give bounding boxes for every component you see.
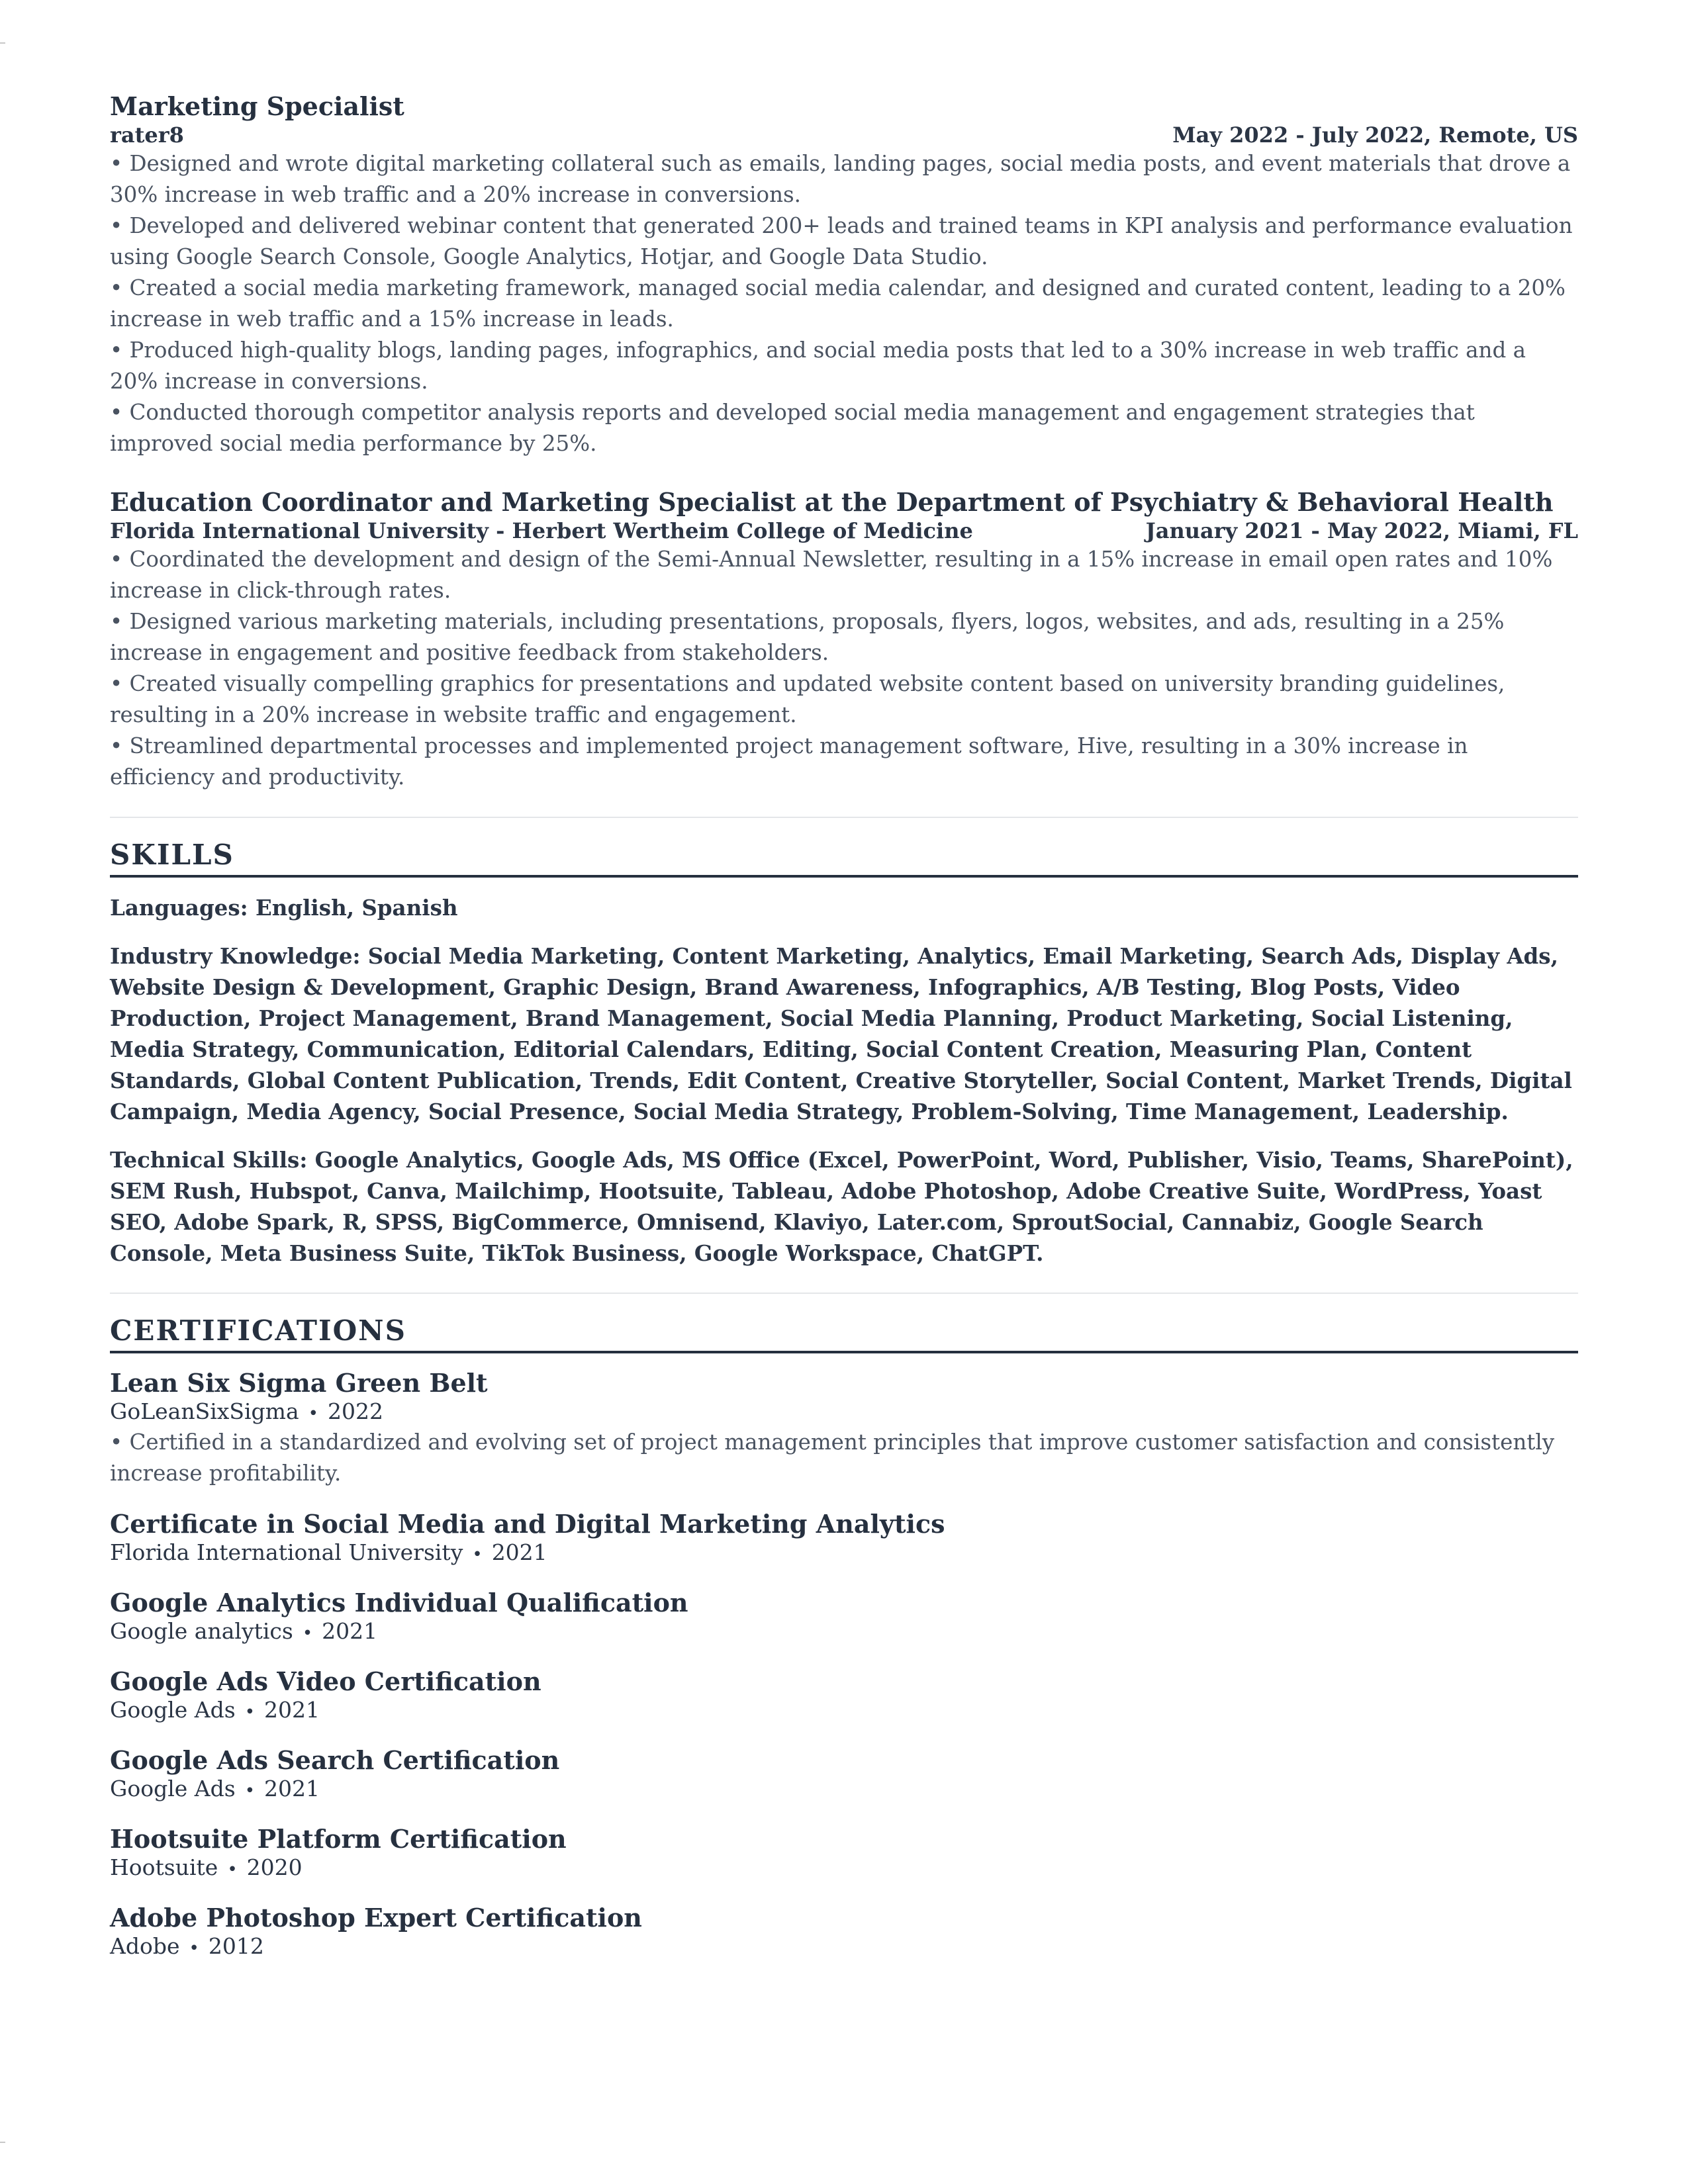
certification-title: Certificate in Social Media and Digital Marketing Analytics [110,1509,945,1539]
certification-title: Google Analytics Individual Qualification [110,1588,688,1617]
certification-issuer-line [110,1398,1578,1427]
separator-dot: • [472,1545,483,1565]
job-dates-location: May 2022 - July 2022, Remote, US [1172,122,1578,148]
certification-entry [110,1368,1578,1489]
certification-issuer-line [110,1618,1578,1647]
certification-year: 2012 [208,1933,264,1959]
skills-section [110,838,1578,1269]
separator-dot: • [189,1938,199,1958]
job-bullet: • Produced high-quality blogs, landing pages, infographics, and social media posts that led to a 30% increase in web traffic and a 20% increase in conversions. [110,338,1526,394]
certification-issuer: Hootsuite [110,1854,218,1880]
job-title: Education Coordinator and Marketing Specialist at the Department of Psychiatry & Behavioral Health [110,487,1554,517]
certification-year: 2021 [264,1776,320,1801]
certification-entry [110,1588,1578,1647]
certification-entry [110,1903,1578,1962]
skills-languages: Languages: English, Spanish [110,895,458,921]
certification-issuer: Google Ads [110,1776,236,1801]
certification-issuer: Google Ads [110,1697,236,1723]
job-bullet: • Coordinated the development and design of the Semi-Annual Newsletter, resulting in a 15% increase in email open rates and 10% increase in click-through rates. [110,547,1553,603]
certification-issuer: Adobe [110,1933,180,1959]
job-bullet: • Conducted thorough competitor analysis reports and developed social media management and engagement strategies that improved social media performance by 25%. [110,400,1475,456]
certification-title: Hootsuite Platform Certification [110,1824,567,1854]
section-divider [110,1293,1578,1294]
certification-issuer: GoLeanSixSigma [110,1398,299,1424]
experience-entry [110,487,1578,793]
certification-issuer: Google analytics [110,1618,293,1644]
certification-title: Lean Six Sigma Green Belt [110,1368,488,1398]
job-subheader [110,518,1578,544]
separator-dot: • [244,1781,256,1801]
skills-industry-knowledge: Industry Knowledge: Social Media Marketing, Content Marketing, Analytics, Email Marketing, Search Ads, Display Ads, Website Design & Development, Graphic Design, Brand Awareness, Infographics, A/B Testing, Blog Posts, Video Production, Project Management, Brand Management, Social Media Planning, Product Marketing, Social Listening, Media Strategy, Communication, Editorial Calendars, Editing, Social Content Creation, Measuring Plan, Content Standards, Global Content Publication, Trends, Edit Content, Creative Storyteller, Social Content, Market Trends, Digital Campaign, Media Agency, Social Presence, Social Media Strategy, Problem-Solving, Time Management, Leadership. [110,943,1572,1124]
job-bullet: • Designed and wrote digital marketing collateral such as emails, landing pages, social media posts, and event materials that drove a 30% increase in web traffic and a 20% increase in conversions. [110,151,1571,207]
separator-dot: • [302,1623,313,1643]
certification-issuer-line [110,1854,1578,1883]
certification-entry [110,1666,1578,1725]
certification-issuer-line [110,1697,1578,1725]
certification-entry [110,1745,1578,1804]
resume-page [110,91,1578,1981]
company-name: Florida International University - Herbert Wertheim College of Medicine [110,518,973,543]
certification-bullet: • Certified in a standardized and evolving set of project management principles that improve customer satisfaction and consistently increase profitability. [110,1430,1555,1486]
certification-year: 2021 [491,1539,547,1565]
section-divider [110,817,1578,818]
job-bullet: • Created visually compelling graphics for presentations and updated website content based on university branding guidelines, resulting in a 20% increase in website traffic and engagement. [110,671,1505,727]
separator-dot: • [227,1860,238,1880]
certification-issuer-line [110,1933,1578,1962]
edge-mark-top [0,42,5,44]
certification-year: 2020 [246,1854,303,1880]
company-name: rater8 [110,122,184,148]
edge-mark-bottom [0,2142,5,2143]
certification-issuer-line [110,1539,1578,1568]
section-heading-skills: SKILLS [110,838,1578,878]
certification-title: Adobe Photoshop Expert Certification [110,1903,642,1933]
job-bullet: • Developed and delivered webinar content that generated 200+ leads and trained teams in KPI analysis and performance evaluation using Google Search Console, Google Analytics, Hotjar, and Google Data Studio. [110,213,1573,269]
certification-issuer-line [110,1776,1578,1804]
separator-dot: • [308,1404,318,1424]
certification-year: 2021 [322,1618,378,1644]
skills-technical: Technical Skills: Google Analytics, Google Ads, MS Office (Excel, PowerPoint, Word, Publisher, Visio, Teams, SharePoint), SEM Rush, Hubspot, Canva, Mailchimp, Hootsuite, Tableau, Adobe Photoshop, Adobe Creative Suite, WordPress, Yoast SEO, Adobe Spark, R, SPSS, BigCommerce, Omnisend, Klaviyo, Later.com, SproutSocial, Cannabiz, Google Search Console, Meta Business Suite, TikTok Business, Google Workspace, ChatGPT. [110,1147,1573,1266]
certification-entry [110,1509,1578,1568]
job-dates-location: January 2021 - May 2022, Miami, FL [1145,518,1578,543]
job-title: Marketing Specialist [110,91,404,121]
certification-title: Google Ads Video Certification [110,1666,541,1696]
experience-entry [110,91,1578,459]
job-bullet: • Streamlined departmental processes and implemented project management software, Hive, resulting in a 30% increase in efficiency and productivity. [110,733,1468,790]
job-subheader [110,122,1578,148]
certification-year: 2021 [264,1697,320,1723]
separator-dot: • [244,1702,256,1722]
certification-year: 2022 [327,1398,383,1424]
certification-issuer: Florida International University [110,1539,463,1565]
section-heading-certifications: CERTIFICATIONS [110,1314,1578,1353]
job-bullet: • Designed various marketing materials, including presentations, proposals, flyers, logos, websites, and ads, resulting in a 25% increase in engagement and positive feedback from stakeholders. [110,609,1505,665]
job-bullet: • Created a social media marketing framework, managed social media calendar, and designed and curated content, leading to a 20% increase in web traffic and a 15% increase in leads. [110,275,1566,332]
certification-title: Google Ads Search Certification [110,1745,560,1775]
certification-entry [110,1824,1578,1883]
certifications-section [110,1314,1578,1962]
